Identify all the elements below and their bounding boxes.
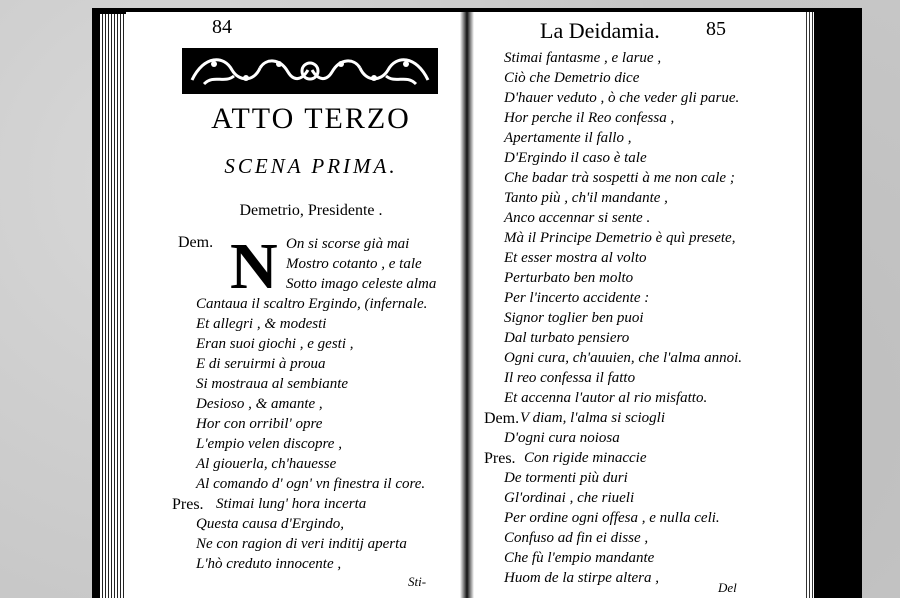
scene-title: SCENA PRIMA. xyxy=(224,154,398,178)
verse-line: Al giouerla, ch'hauesse xyxy=(196,456,337,472)
verse-line: Sotto imago celeste alma xyxy=(286,276,437,292)
verse-line: Dal turbato pensiero xyxy=(504,330,630,346)
ornamental-headpiece xyxy=(182,48,438,94)
book-gutter xyxy=(460,12,474,598)
catchword: Del xyxy=(718,580,737,595)
catchword: Sti- xyxy=(408,574,427,589)
drop-cap: N xyxy=(230,230,278,303)
verse-line: Et accenna l'autor al rio misfatto. xyxy=(504,390,708,406)
verse-line: Stimai lung' hora incerta xyxy=(216,496,367,512)
verse-line: Per ordine ogni offesa , e nulla celi. xyxy=(504,510,720,526)
verse-line: Hor perche il Reo confessa , xyxy=(504,110,675,126)
verse-line: Mostro cotanto , e tale xyxy=(286,256,422,272)
left-page xyxy=(126,12,460,598)
verse-line: Ogni cura, ch'auuien, che l'alma annoi. xyxy=(504,350,743,366)
verse-line: Eran suoi giochi , e gesti , xyxy=(196,336,354,352)
verse-line: Tanto più , ch'il mandante , xyxy=(504,190,668,206)
verse-line: Hor con orribil' opre xyxy=(196,416,323,432)
verse-line: Perturbato ben molto xyxy=(504,270,634,286)
running-title: La Deidamia. xyxy=(540,18,660,43)
character-list: Demetrio, Presidente . xyxy=(239,202,383,219)
speaker-label: Pres. xyxy=(484,450,516,467)
verse-line: Ciò che Demetrio dice xyxy=(504,70,640,86)
right-page-number: 85 xyxy=(706,18,726,40)
verse-line: Stimai fantasme , e larue , xyxy=(504,50,662,66)
verse-line: L'empio velen discopre , xyxy=(196,436,342,452)
verse-line: Et allegri , & modesti xyxy=(196,316,327,332)
act-title: ATTO TERZO xyxy=(211,102,411,135)
left-page-number: 84 xyxy=(212,16,232,38)
verse-line: Signor toglier ben puoi xyxy=(504,310,644,326)
verse-line: Al comando d' ogn' vn finestra il core. xyxy=(196,476,426,492)
verse-line: Per l'incerto accidente : xyxy=(504,290,650,306)
verse-line: Anco accennar si sente . xyxy=(504,210,651,226)
verse-line: Che badar trà sospetti à me non cale ; xyxy=(504,170,735,186)
verse-line: De tormenti più duri xyxy=(504,470,628,486)
verse-line: Ne con ragion di veri inditij aperta xyxy=(196,536,407,552)
verse-line: Apertamente il fallo , xyxy=(504,130,632,146)
verse-line: Con rigide minaccie xyxy=(524,450,647,466)
verse-line: Che fù l'empio mandante xyxy=(504,550,655,566)
speaker-label: Dem. xyxy=(484,410,520,427)
page-edges-left xyxy=(100,14,126,598)
verse-line: L'hò creduto innocente , xyxy=(196,556,342,572)
verse-line: E di seruirmi à proua xyxy=(196,356,326,372)
verse-line: Huom de la stirpe altera , xyxy=(504,570,659,586)
verse-line: D'ogni cura noiosa xyxy=(504,430,620,446)
verse-line: Desioso , & amante , xyxy=(196,396,323,412)
verse-line: Gl'ordinai , che riueli xyxy=(504,490,635,506)
verse-line: Confuso ad fin ei disse , xyxy=(504,530,649,546)
verse-line: D'Ergindo il caso è tale xyxy=(504,150,647,166)
verse-line: D'hauer veduto , ò che veder gli parue. xyxy=(504,90,740,106)
verse-line: Et esser mostra al volto xyxy=(504,250,647,266)
speaker-label: Dem. xyxy=(178,234,214,251)
verse-line: V diam, l'alma si sciogli xyxy=(520,410,666,426)
page-edges-right xyxy=(804,12,814,598)
verse-line: Questa causa d'Ergindo, xyxy=(196,516,345,532)
verse-line: Il reo confessa il fatto xyxy=(504,370,636,386)
verse-line: On si scorse già mai xyxy=(286,236,410,252)
speaker-label: Pres. xyxy=(172,496,204,513)
right-page xyxy=(474,12,804,598)
verse-line: Cantaua il scaltro Ergindo, (infernale. xyxy=(196,296,428,312)
verse-line: Mà il Principe Demetrio è quì presete, xyxy=(504,230,736,246)
verse-line: Si mostraua al sembiante xyxy=(196,376,349,392)
